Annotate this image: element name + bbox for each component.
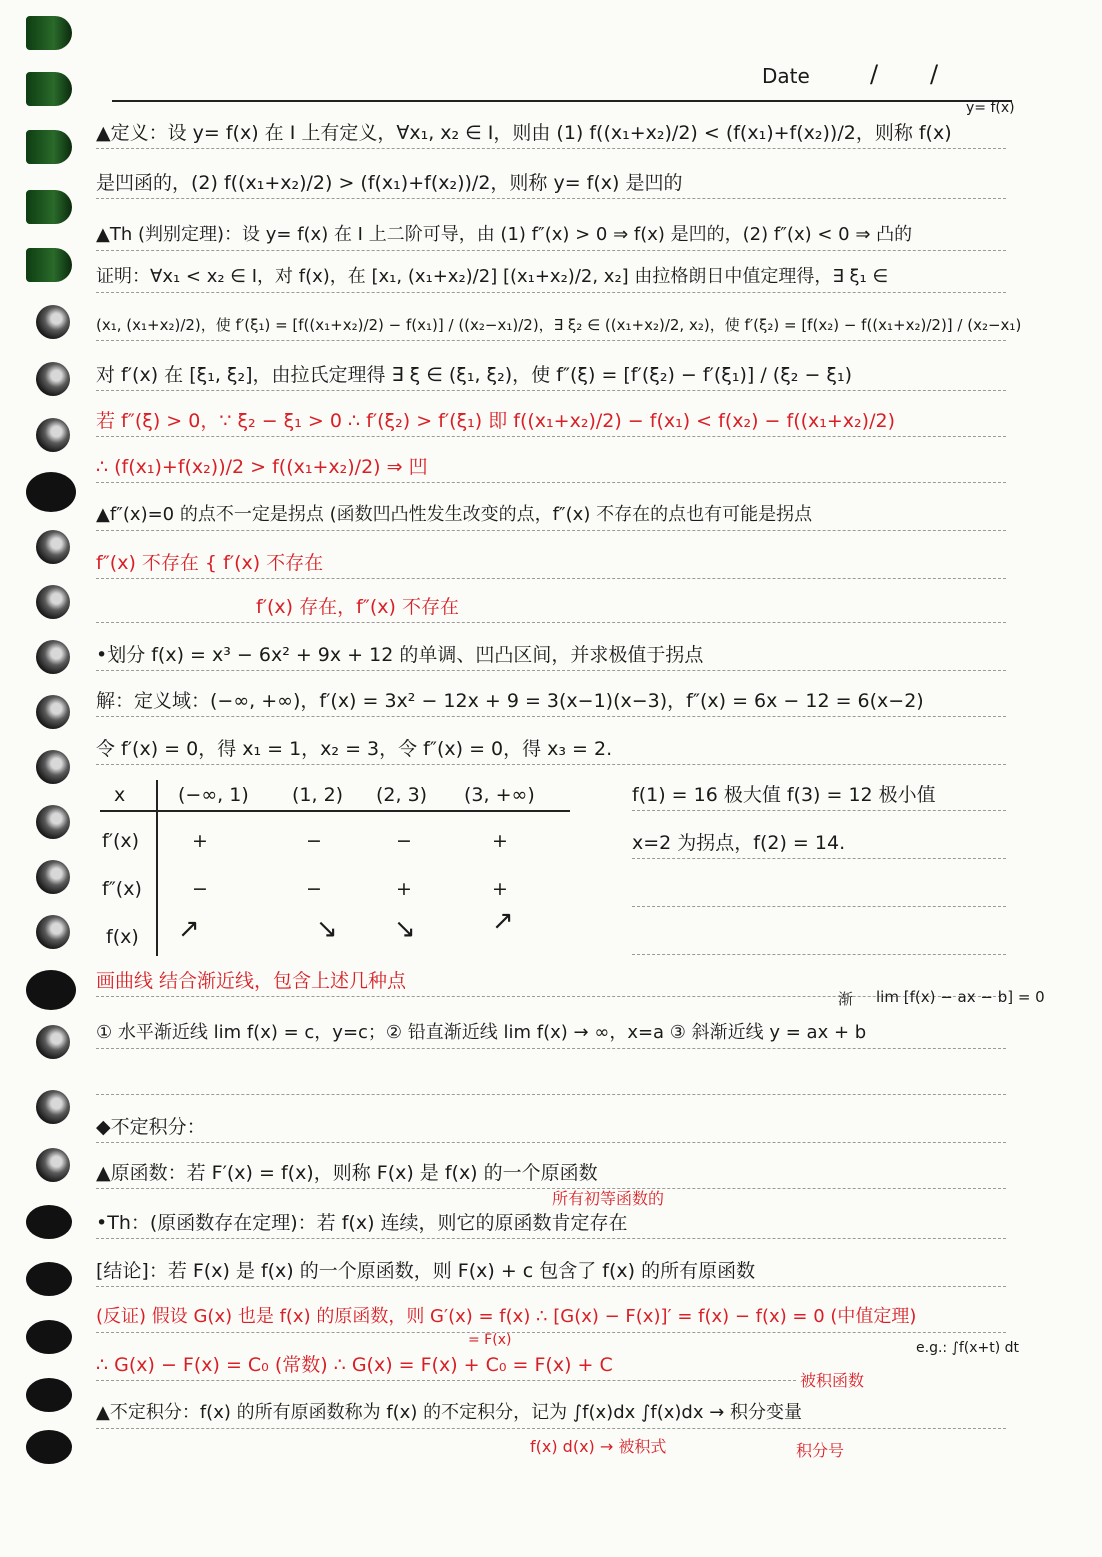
- conclusion-line: [结论]：若 F(x) 是 f(x) 的一个原函数，则 F(x) + c 包含了 f(x) 的所有原函数: [96, 1256, 1006, 1287]
- binding-hole: [36, 585, 70, 619]
- table-cell: +: [492, 878, 508, 900]
- oblique-limit: lim [f(x) − ax − b] = 0: [876, 988, 1045, 1006]
- binding-hole: [36, 750, 70, 784]
- binding-hole: [26, 130, 72, 164]
- existence-theorem: •Th：(原函数存在定理)：若 f(x) 连续，则它的原函数肯定存在: [96, 1208, 1006, 1239]
- integral-sign-label: 积分号: [796, 1441, 845, 1460]
- theorem-line: ▲Th (判别定理)：设 y= f(x) 在 I 上二阶可导，由 (1) f″(x) > 0 ⇒ f(x) 是凹的，(2) f″(x) < 0 ⇒ 凸的: [96, 220, 1006, 251]
- table-row-label: f″(x): [102, 878, 142, 900]
- table-cell: (1, 2): [292, 784, 344, 806]
- binding-hole: [26, 1205, 72, 1239]
- binding-hole: [26, 190, 72, 224]
- binding-hole: [26, 72, 72, 106]
- page-header: [112, 60, 1012, 102]
- note-fx: = F(x): [468, 1332, 512, 1348]
- integrand-label: 被积函数: [800, 1371, 865, 1390]
- asymptote-types: ① 水平渐近线 lim f(x) = c，y=c；② 铅直渐近线 lim f(x) → ∞，x=a ③ 斜渐近线 y = ax + b: [96, 1018, 1006, 1049]
- date-slash: /: [930, 60, 939, 88]
- definition-line: 是凹函的，(2) f((x₁+x₂)/2) > (f(x₁)+f(x₂))/2，则称 y= f(x) 是凹的: [96, 168, 1006, 199]
- binding-hole: [36, 805, 70, 839]
- proof-line: (x₁, (x₁+x₂)/2)，使 f′(ξ₁) = [f((x₁+x₂)/2) − f(x₁)] / ((x₂−x₁)/2)，∃ ξ₂ ∈ ((x₁+x₂)/2, x₂)，使 f′(ξ₂) = [f(x₂) − f((x₁+x₂)/2)] / (x₂−x₁): [96, 310, 1006, 341]
- note-elementary: 所有初等函数的: [552, 1189, 665, 1208]
- section-heading: ◆不定积分：: [96, 1112, 1006, 1143]
- oblique-label: 渐: [838, 990, 854, 1008]
- table-cell: (2, 3): [376, 784, 428, 806]
- asymptote-heading: 画曲线 结合渐近线，包含上述几种点: [96, 966, 1006, 997]
- table-divider: [156, 780, 158, 956]
- not-exist-note: f″(x) 不存在 { f′(x) 不存在: [96, 548, 1006, 579]
- date-slash: /: [870, 60, 879, 88]
- integrand-expr-note: f(x) d(x) → 被积式: [530, 1437, 667, 1456]
- table-cell: +: [192, 830, 208, 852]
- binding-hole: [36, 640, 70, 674]
- binding-hole: [36, 305, 70, 339]
- table-cell: −: [192, 878, 208, 900]
- inflection-note: ▲f″(x)=0 的点不一定是拐点 (函数凹凸性发生改变的点，f″(x) 不存在的点也有可能是拐点: [96, 500, 1006, 531]
- decreasing-arrow-icon: ↘: [316, 914, 338, 944]
- table-cell: −: [306, 878, 322, 900]
- binding-hole: [36, 362, 70, 396]
- proof-contradiction: (反证) 假设 G(x) 也是 f(x) 的原函数，则 G′(x) = f(x) ∴ [G(x) − F(x)]′ = f(x) − f(x) = 0 (中值定理): [96, 1302, 1006, 1333]
- binding-holes: [26, 0, 86, 1557]
- table-cell: (3, +∞): [464, 784, 535, 806]
- decreasing-arrow-icon: ↘: [394, 914, 416, 944]
- table-row-label: f(x): [106, 926, 139, 948]
- binding-hole: [26, 1320, 72, 1354]
- binding-hole: [26, 16, 72, 50]
- binding-hole: [26, 970, 76, 1010]
- example-line: •划分 f(x) = x³ − 6x² + 9x + 12 的单调、凹凸区间，并求极值于拐点: [96, 640, 1006, 671]
- example-note: e.g.: ∫f(x+t) dt: [916, 1340, 1020, 1356]
- table-cell: (−∞, 1): [178, 784, 249, 806]
- blank-rule: [632, 876, 1006, 907]
- date-label: Date: [762, 64, 810, 88]
- proof-constant: ∴ G(x) − F(x) = C₀ (常数) ∴ G(x) = F(x) + C₀ = F(x) + C: [96, 1350, 796, 1381]
- binding-hole: [36, 418, 70, 452]
- note-y-eq-fx: y= f(x): [966, 100, 1015, 116]
- table-divider: [100, 810, 570, 812]
- binding-hole: [36, 1025, 70, 1059]
- binding-hole: [36, 1090, 70, 1124]
- binding-hole: [26, 472, 76, 512]
- table-cell: −: [306, 830, 322, 852]
- blank-rule: [632, 924, 1006, 955]
- not-exist-note: f′(x) 存在，f″(x) 不存在: [96, 592, 1006, 623]
- binding-hole: [26, 1430, 72, 1464]
- table-cell: +: [396, 878, 412, 900]
- increasing-arrow-icon: ↗: [492, 906, 514, 936]
- solution-line: 令 f′(x) = 0，得 x₁ = 1，x₂ = 3，令 f″(x) = 0，得 x₃ = 2.: [96, 734, 1006, 765]
- extrema-note: f(1) = 16 极大值 f(3) = 12 极小值: [632, 780, 1006, 811]
- proof-line: 证明：∀x₁ < x₂ ∈ I，对 f(x)，在 [x₁, (x₁+x₂)/2] [(x₁+x₂)/2, x₂] 由拉格朗日中值定理得，∃ ξ₁ ∈: [96, 262, 1006, 293]
- table-cell: +: [492, 830, 508, 852]
- binding-hole: [26, 248, 72, 282]
- sign-table: [100, 780, 580, 956]
- binding-hole: [36, 530, 70, 564]
- primitive-def: ▲原函数：若 F′(x) = f(x)，则称 F(x) 是 f(x) 的一个原函数: [96, 1158, 1006, 1189]
- binding-hole: [26, 1262, 72, 1296]
- increasing-arrow-icon: ↗: [178, 914, 200, 944]
- inflection-result: x=2 为拐点，f(2) = 14.: [632, 828, 1006, 859]
- binding-hole: [36, 915, 70, 949]
- proof-line: 对 f′(x) 在 [ξ₁, ξ₂]，由拉氏定理得 ∃ ξ ∈ (ξ₁, ξ₂)，使 f″(ξ) = [f′(ξ₂) − f′(ξ₁)] / (ξ₂ − ξ₁): [96, 360, 1006, 391]
- table-cell: −: [396, 830, 412, 852]
- solution-line: 解：定义域：(−∞, +∞)，f′(x) = 3x² − 12x + 9 = 3(x−1)(x−3)，f″(x) = 6x − 12 = 6(x−2): [96, 686, 1006, 717]
- definition-line: ▲定义：设 y= f(x) 在 I 上有定义，∀x₁, x₂ ∈ I，则由 (1) f((x₁+x₂)/2) < (f(x₁)+f(x₂))/2，则称 f(x): [96, 118, 1006, 149]
- table-row-label: f′(x): [102, 830, 140, 852]
- proof-conclusion: ∴ (f(x₁)+f(x₂))/2 > f((x₁+x₂)/2) ⇒ 凹: [96, 452, 1006, 483]
- binding-hole: [36, 695, 70, 729]
- binding-hole: [36, 1148, 70, 1182]
- blank-rule: [96, 1064, 1006, 1095]
- binding-hole: [36, 860, 70, 894]
- binding-hole: [26, 1378, 72, 1412]
- proof-line-red: 若 f″(ξ) > 0，∵ ξ₂ − ξ₁ > 0 ∴ f′(ξ₂) > f′(ξ₁) 即 f((x₁+x₂)/2) − f(x₁) < f(x₂) − f((x₁+x₂)/2): [96, 406, 1006, 437]
- table-row-label: x: [114, 784, 126, 806]
- indefinite-def: ▲不定积分：f(x) 的所有原函数称为 f(x) 的不定积分，记为 ∫f(x)dx ∫f(x)dx → 积分变量: [96, 1398, 1006, 1429]
